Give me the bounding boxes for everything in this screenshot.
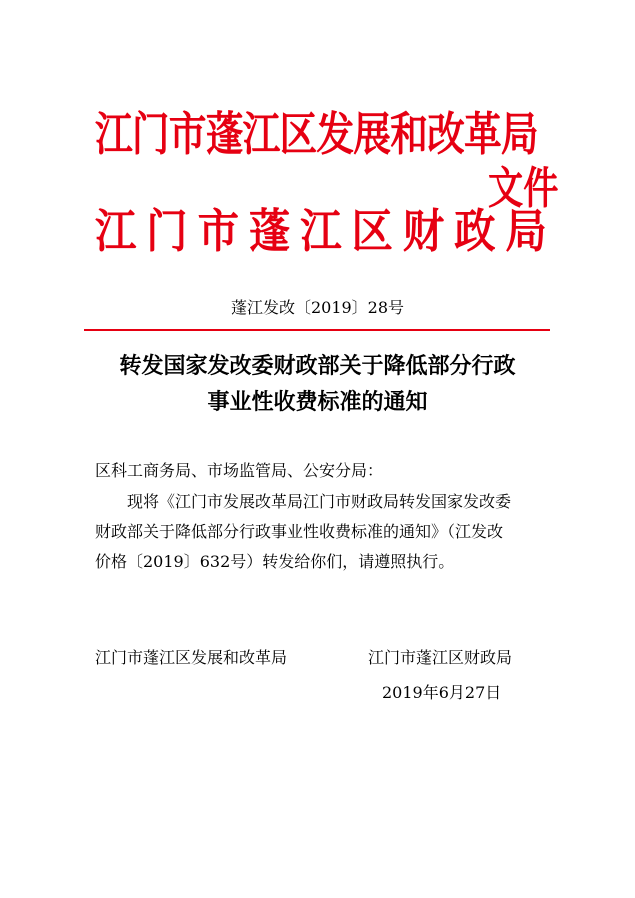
title-line-1: 转发国家发改委财政部关于降低部分行政 [119,353,516,379]
issuer-name-development-reform: 江门市蓬江区发展和改革局 [95,107,538,161]
issuer-name-finance-bureau: 江门市蓬江区财政局 [95,204,557,258]
body-paragraph-line: 价格〔2019〕632号）转发给你们，请遵照执行。 [95,552,455,571]
addressee: 区科工商务局、市场监管局、公安分局： [95,461,384,480]
document-suffix: 文件 [488,163,559,214]
body-paragraph-line: 财政部关于降低部分行政事业性收费标准的通知》（江发改 [95,522,504,541]
signature-development-reform: 江门市蓬江区发展和改革局 [95,648,288,667]
issue-date: 2019年6月27日 [382,683,502,702]
body-paragraph-line: 现将《江门市发展改革局江门市财政局转发国家发改委 [127,492,512,511]
header-divider [84,329,550,331]
title-line-2: 事业性收费标准的通知 [207,389,428,415]
signature-finance-bureau: 江门市蓬江区财政局 [368,648,513,667]
document-number: 蓬江发改〔2019〕28号 [230,298,405,317]
